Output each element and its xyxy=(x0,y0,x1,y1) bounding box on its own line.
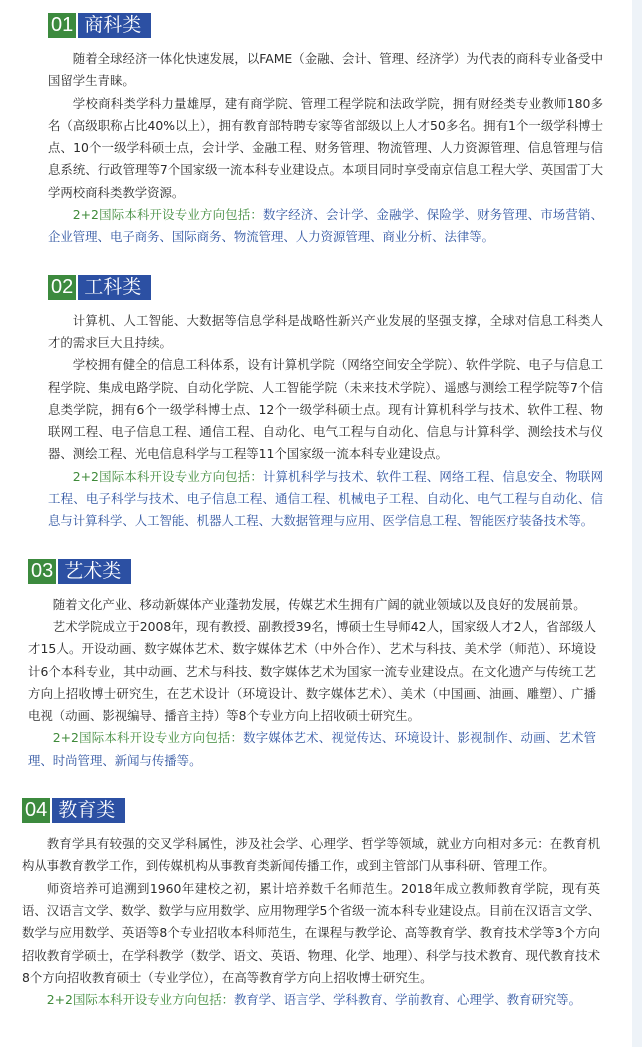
section-education xyxy=(22,798,600,1011)
section-number: 01 xyxy=(48,13,76,38)
majors-paragraph xyxy=(48,466,603,533)
majors-lead: 2+2国际本科开设专业方向包括： xyxy=(72,468,263,484)
section-header xyxy=(22,798,600,823)
section-title: 教育类 xyxy=(52,798,125,823)
paragraph: 艺术学院成立于2008年，现有教授、副教授39名，博硕士生导师42人，国家级人才2人，省部级人才15人。开设动画、数字媒体艺术、数字媒体艺术（中外合作）、艺术与科技、美术学（师范）、环境设计6个本科专业，其中动画、艺术与科技、数字媒体艺术为国家一流专业建设点。在文化遗产与传统工艺方向上招收博士研究生，在艺术设计（环境设计、数字媒体艺术）、美术（中国画、油画、雕塑）、广播电视（动画、影视编导、播音主持）等8个专业方向上招收硕士研究生。 xyxy=(28,618,596,724)
section-title: 艺术类 xyxy=(58,559,131,584)
majors-lead: 2+2国际本科开设专业方向包括： xyxy=(72,207,263,223)
page-edge xyxy=(632,0,642,1047)
paragraph: 随着文化产业、移动新媒体产业蓬勃发展，传媒艺术生拥有广阔的就业领域以及良好的发展前景。 xyxy=(52,596,586,612)
majors-list: 数字经济、会计学、金融学、保险学、财务管理、市场营销、企业管理、电子商务、国际商务、物流管理、人力资源管理、商业分析、法律等。 xyxy=(48,207,604,245)
majors-lead: 2+2国际本科开设专业方向包括： xyxy=(46,992,235,1008)
paragraph: 计算机、人工智能、大数据等信息学科是战略性新兴产业发展的坚强支撑，全球对信息工科类人才的需求巨大且持续。 xyxy=(48,312,603,350)
section-engineering xyxy=(48,275,603,533)
section-header xyxy=(28,559,596,584)
section-number: 03 xyxy=(28,559,56,584)
majors-list: 计算机科学与技术、软件工程、网络工程、信息安全、物联网工程、电子科学与技术、电子信息工程、通信工程、机械电子工程、自动化、电气工程与自动化、信息与计算科学、人工智能、机器人工程、大数据管理与应用、医学信息工程、智能医疗装备技术等。 xyxy=(48,468,604,529)
section-arts xyxy=(28,559,596,772)
section-title: 工科类 xyxy=(78,275,151,300)
section-business xyxy=(48,13,603,249)
paragraph: 学校拥有健全的信息工科体系，设有计算机学院（网络空间安全学院）、软件学院、电子与信息工程学院、集成电路学院、自动化学院、人工智能学院（未来技术学院）、遥感与测绘工程学院等7个信息类学院，拥有6个一级学科博士点、12个一级学科硕士点。现有计算机科学与技术、软件工程、物联网工程、电子信息工程、通信工程、自动化、电气工程与自动化、信息与计算科学、测绘技术与仪器、测绘工程、光电信息科学与工程等11个国家级一流本科专业建设点。 xyxy=(48,357,603,462)
section-number: 02 xyxy=(48,275,76,300)
majors-paragraph xyxy=(28,727,596,772)
section-header xyxy=(48,275,603,300)
section-header xyxy=(48,13,603,38)
paragraph: 随着全球经济一体化快速发展，以FAME（金融、会计、管理、经济学）为代表的商科专业备受中国留学生青睐。 xyxy=(48,51,603,89)
majors-paragraph xyxy=(22,989,600,1011)
paragraph: 师资培养可追溯到1960年建校之初，累计培养数千名师范生。2018年成立教师教育学院，现有英语、汉语言文学、数学、数学与应用数学、应用物理学5个省级一流本科专业建设点。目前在汉语言文学、数学与应用数学、英语等8个专业招收本科师范生，在课程与教学论、高等教育学、教育技术学等3个方向招收教育学硕士，在学科教学（数学、语文、英语、物理、化学、地理）、科学与技术教育、现代教育技术8个方向招收教育硕士（专业学位），在高等教育学方向上招收博士研究生。 xyxy=(22,880,600,985)
majors-paragraph xyxy=(48,204,603,249)
section-title: 商科类 xyxy=(78,13,151,38)
section-number: 04 xyxy=(22,798,50,823)
majors-lead: 2+2国际本科开设专业方向包括： xyxy=(52,730,244,746)
paragraph: 学校商科类学科力量雄厚，建有商学院、管理工程学院和法政学院，拥有财经类专业教师180多名（高级职称占比40%以上），拥有教育部特聘专家等省部级以上人才50多名。拥有1个一级学科博士点、10个一级学科硕士点，会计学、金融工程、财务管理、物流管理、人力资源管理、信息管理与信息系统、行政管理等7个国家级一流本科专业建设点。本项目同时享受南京信息工程大学、英国雷丁大学两校商科类教学资源。 xyxy=(48,95,603,200)
majors-list: 教育学、语言学、学科教育、学前教育、心理学、教育研究等。 xyxy=(234,992,581,1008)
paragraph: 教育学具有较强的交叉学科属性，涉及社会学、心理学、哲学等领域，就业方向相对多元：在教育机构从事教育教学工作，到传媒机构从事教育类新闻传播工作，或到主管部门从事科研、管理工作。 xyxy=(22,836,600,874)
majors-list: 数字媒体艺术、视觉传达、环境设计、影视制作、动画、艺术管理、时尚管理、新闻与传播等。 xyxy=(28,730,596,768)
